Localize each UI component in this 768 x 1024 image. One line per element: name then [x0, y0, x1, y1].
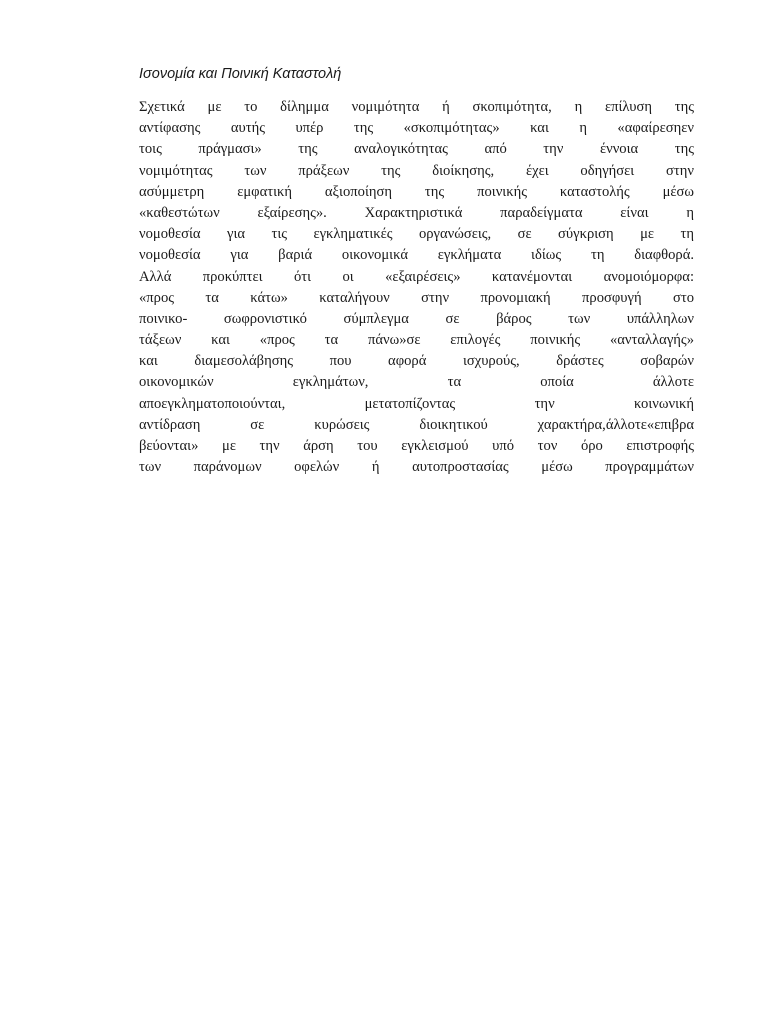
- paragraph-line: νομιμότητας των πράξεων της διοίκησης, έχει οδηγήσει στην: [139, 162, 694, 179]
- paragraph-line: τάξεων και «προς τα πάνω»σε επιλογές ποινικής «ανταλλαγής»: [139, 332, 694, 349]
- paragraph-line: αποεγκληματοποιούνται, μετατοπίζοντας την κοινωνική: [139, 395, 694, 412]
- paragraph-line: ποινικο- σωφρονιστικό σύμπλεγμα σε βάρος των υπάλληλων: [139, 310, 694, 327]
- paragraph-line: νομοθεσία για βαριά οικονομικά εγκλήματα ιδίως τη διαφθορά.: [139, 247, 694, 264]
- paragraph-line: αντίφασης αυτής υπέρ της «σκοπιμότητας» και η «αφαίρεσηεν: [139, 120, 694, 137]
- paragraph-line: ασύμμετρη εμφατική αξιοποίηση της ποινικής καταστολής μέσω: [139, 183, 694, 200]
- paragraph-line: «προς τα κάτω» καταλήγουν στην προνομιακή προσφυγή στο: [139, 289, 694, 306]
- paragraph-line: και διαμεσολάβησης που αφορά ισχυρούς, δράστες σοβαρών: [139, 353, 694, 370]
- paragraph-line: των παράνομων οφελών ή αυτοπροστασίας μέσω προγραμμάτων: [139, 459, 694, 476]
- paragraph-line: Σχετικά με το δίλημμα νομιμότητα ή σκοπιμότητα, η επίλυση της: [139, 99, 694, 115]
- paragraph-line: αντίδραση σε κυρώσεις διοικητικού χαρακτήρα,άλλοτε«επιβρα: [139, 416, 694, 433]
- paragraph-line: Αλλά προκύπτει ότι οι «εξαιρέσεις» κατανέμονται ανομοιόμορφα:: [139, 268, 694, 285]
- paragraph-line: νομοθεσία για τις εγκληματικές οργανώσεις, σε σύγκριση με τη: [139, 226, 694, 243]
- paragraph-line: οικονομικών εγκλημάτων, τα οποία άλλοτε: [139, 374, 694, 391]
- paragraph-line: τοις πράγμασι» της αναλογικότητας από την έννοια της: [139, 141, 694, 158]
- document-title: Ισονομία και Ποινική Καταστολή: [139, 66, 342, 82]
- paragraph-line: βεύονται» με την άρση του εγκλεισμού υπό τον όρο επιστροφής: [139, 438, 694, 454]
- paragraph-line: «καθεστώτων εξαίρεσης». Χαρακτηριστικά παραδείγματα είναι η: [139, 204, 694, 221]
- body-paragraph: [139, 97, 694, 478]
